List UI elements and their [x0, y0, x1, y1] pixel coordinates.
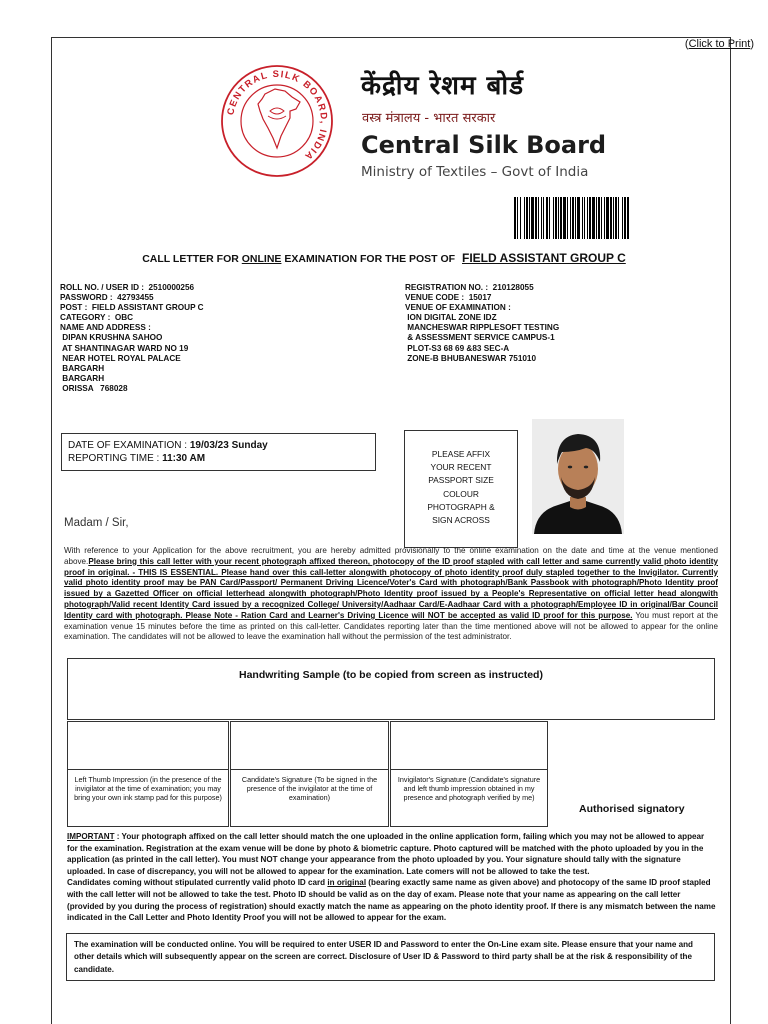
- click-to-print-link[interactable]: Click to Print: [688, 38, 751, 50]
- exam-date-row: [68, 439, 369, 452]
- candidate-details: ROLL NO. / USER ID : 2510000256 PASSWORD : 42793455 POST : FIELD ASSISTANT GROUP C CATEGORY : OBC NAME AND ADDRESS : DIPAN KRUSHNA SAHOO AT SHANTINAGAR WARD NO 19 NEAR HOTEL ROYAL PALACE BARGARH BARGARH ORISSA 768028: [60, 283, 204, 393]
- photo-affix-box: [404, 430, 518, 548]
- call-letter-title: [0, 251, 768, 265]
- barcode-bar: [629, 197, 630, 239]
- important-label: IMPORTANT: [67, 832, 115, 841]
- photo-box-line: PHOTOGRAPH &: [427, 501, 495, 512]
- exam-date-label: DATE OF EXAMINATION :: [68, 440, 190, 451]
- final-note: The examination will be conducted online. You will be required to enter USER ID and Password to enter the On-Line exam site. Please ensure that your name and other details which will subsequently appear on the screen are correct. Disclosure of User ID & Password to third party shall be at the risk & responsibility of the candidate.: [74, 940, 694, 974]
- photo-box-line: PLEASE AFFIX: [431, 449, 491, 459]
- handwriting-sample-label: Handwriting Sample (to be copied from screen as instructed): [239, 669, 543, 681]
- important-text-1: : Your photograph affixed on the call letter should match the one uploaded in the online application form, failing which you may not be allowed to appear for the examination. Registration at the exam venue will be done by photo & biometric capture. Photo captured will be matched with the photo uploaded by you in the application (as printed in the call letter). You must NOT change your appearance from the photo uploaded by you. Your signature should tally with the signature uploaded. In case of discrepancy, you will not be allowed to appear for the examination. Late comers will not be allowed to take the test.: [67, 832, 705, 876]
- candidate-signature-cell: [230, 721, 389, 770]
- candidate-photo: [532, 419, 624, 534]
- venue-details: REGISTRATION NO. : 210128055 VENUE CODE : 15017 VENUE OF EXAMINATION : ION DIGITAL ZONE IDZ MANCHESWAR RIPPLESOFT TESTING & ASSESSMENT SERVICE CAMPUS-1 PLOT-S3 68 69 &83 SEC-A ZONE-B BHUBANESWAR 751010: [405, 283, 560, 363]
- invigilator-signature-label: Invigilator's Signature (Candidate's signature and left thumb impression obtained in my presence and photograph verified by me): [390, 769, 548, 827]
- reporting-time-row: [68, 452, 369, 465]
- print-link-wrapper: (Click to Print): [684, 38, 754, 50]
- org-name: Central Silk Board: [361, 131, 607, 159]
- thumb-impression-cell: [67, 721, 229, 770]
- important-text-2b: (bearing exactly same name as given above) and photocopy of the same ID proof stapled with the call letter will not be allowed to take the test. Photo ID should be valid as on the day of exam. Please note that your name as appearing on the call letter (provided by you during the process of registration) should exactly match the name as appearing on the photo identity proof. If there is any mismatch between the name indicated in the Call Letter and Photo Identity Proof you will not be allowed to appear for the exam.: [67, 878, 716, 923]
- reporting-time-label: REPORTING TIME :: [68, 453, 163, 464]
- important-para-1: [67, 831, 717, 877]
- reporting-time-value: 11:30 AM: [162, 453, 206, 464]
- barcode: [514, 197, 686, 239]
- photo-box-line: YOUR RECENT: [430, 462, 492, 473]
- photo-box-line: COLOUR: [443, 488, 479, 499]
- final-note-box: [66, 933, 715, 981]
- authorised-signatory: Authorised signatory: [579, 803, 685, 815]
- title-prefix: CALL LETTER FOR: [142, 253, 242, 265]
- handwriting-sample-box: [67, 658, 715, 720]
- invigilator-signature-cell: [390, 721, 548, 770]
- central-silk-board-seal-logo: [220, 64, 334, 178]
- photo-box-line: SIGN ACROSS: [432, 515, 490, 526]
- photo-box-line: PASSPORT SIZE: [428, 475, 494, 486]
- important-text-2a: Candidates coming without stipulated currently valid photo ID card: [67, 878, 328, 888]
- instructions-intro: With reference to your Application for the above recruitment, you are hereby admitted provisionally to the online examination on the date and time at the venue mentioned above.: [64, 546, 718, 566]
- hindi-subtitle: वस्त्र मंत्रालय - भारत सरकार: [362, 111, 496, 126]
- title-online: ONLINE: [241, 253, 282, 265]
- salutation: Madam / Sir,: [64, 517, 129, 529]
- exam-schedule-box: [61, 433, 376, 471]
- hindi-title: केंद्रीय रेशम बोर्ड: [361, 71, 525, 101]
- important-notes: [67, 831, 717, 924]
- instructions-paragraph: [64, 546, 718, 643]
- title-post: FIELD ASSISTANT GROUP C: [462, 251, 626, 265]
- important-para-2: [67, 877, 717, 923]
- ministry-line: Ministry of Textiles – Govt of India: [361, 164, 589, 180]
- title-middle: EXAMINATION FOR THE POST OF: [281, 253, 458, 265]
- candidate-signature-label: Candidate's Signature (To be signed in the presence of the invigilator at the time of examination): [230, 769, 389, 827]
- svg-text:CENTRAL SILK BOARD, INDIA: CENTRAL SILK BOARD, INDIA: [225, 68, 330, 163]
- instructions-id-proof: Please bring this call letter with your recent photograph affixed thereon, photocopy of the ID proof stapled with call letter and same currently valid photo identity proof in original. - THIS IS ESSENTIAL. Please hand over this call-letter alongwith photocopy of photo identity proof duly stapled together to the Invigilator. Currently valid photo identity proof may be PAN Card/Passport/ Permanent Driving Licence/Voter's Card with photograph/Bank Passbook with photograph/Photo Identity proof issued by a Gazetted Officer on official letterhead alongwith photograph/Photo Identity proof issued by a People's Representative on official letter head alongwith photograph/Valid recent Identity Card issued by a recognized College/ University/Aadhaar Card/E-Aadhaar Card with a photograph/Employee ID in original/Bar Council Identity card with photograph. Please Note - Ration Card and Learner's Driving Licence will NOT be accepted as valid ID proof for this purpose.: [64, 556, 718, 620]
- instructions-reporting: You must report at the examination venue 15 minutes before the time as printed on this call-letter. Candidates reporting later than the time mentioned above will not be allowed to appear for the online examination. The candidates will not be allowed to leave the examination hall without the permission of the test administrator.: [64, 610, 718, 642]
- important-text-2-underlined: in original: [327, 878, 367, 888]
- exam-date-value: 19/03/23 Sunday: [189, 440, 268, 451]
- thumb-impression-label: Left Thumb Impression (in the presence of the invigilator at the time of examination; you may bring your own ink stamp pad for this purpose): [67, 769, 229, 827]
